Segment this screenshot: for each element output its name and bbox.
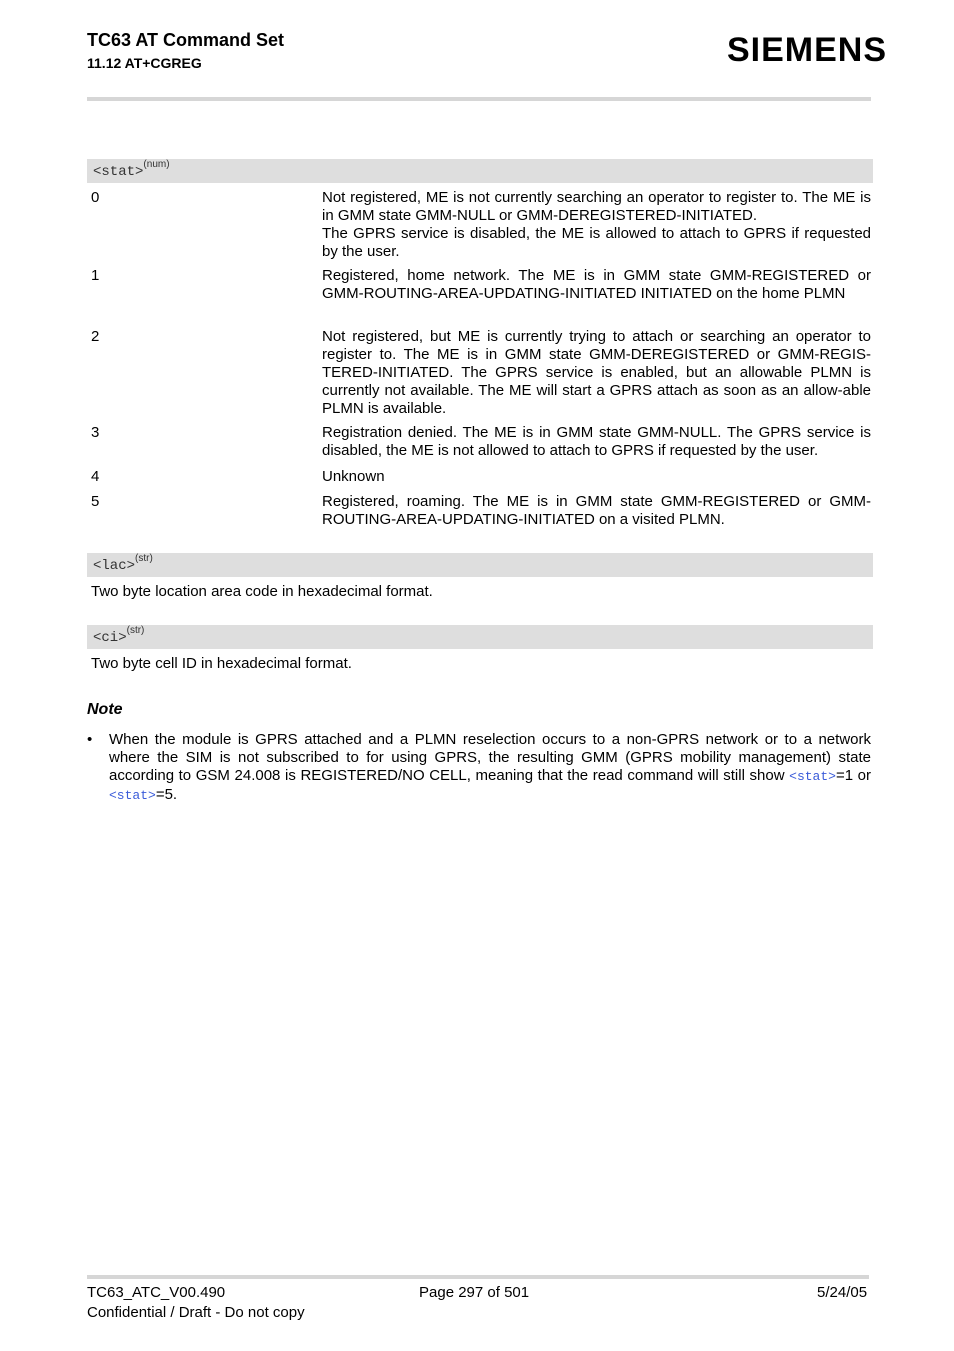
footer-doc-id: TC63_ATC_V00.490 xyxy=(87,1284,226,1301)
stat-link-2[interactable]: <stat> xyxy=(109,788,156,803)
stat-param-header xyxy=(87,159,873,183)
stat-desc-4: Unknown xyxy=(322,468,385,485)
stat-param-type: (num) xyxy=(143,159,170,170)
header-divider xyxy=(87,97,871,101)
stat-desc-2: Not registered, but ME is currently trying to attach or searching an operator to register to. The ME is in GMM state GMM-DEREGISTERED or GMM-REGIS-TERED-INITIATED. The GPRS service is enabled, but an allowable PLMN is currently not available. The ME will start a GPRS attach as soon as an allow-able PLMN is available. xyxy=(322,328,871,417)
ci-param-type: (str) xyxy=(126,625,145,636)
section-title: 11.12 AT+CGREG xyxy=(87,55,202,71)
ci-param-header xyxy=(87,625,873,649)
note-text-after: =5. xyxy=(155,786,178,803)
stat-value-5: 5 xyxy=(91,493,100,510)
note-text-before: When the module is GPRS attached and a PLMN reselection occurs to a non-GPRS network or to a network where the SIM is not subscribed to for using GPRS, the resulting GMM (GPRS mobility management) state according to GSM 24.008 is REGISTERED/NO CELL, meaning that the read command will still show xyxy=(109,731,871,784)
stat-desc-0-line-1: Not registered, ME is not currently searching an operator to register to. The ME is in GMM state GMM-NULL or GMM-DEREGISTERED-INITIATED. xyxy=(322,189,871,224)
lac-param-name: <lac> xyxy=(93,558,136,574)
stat-link-1[interactable]: <stat> xyxy=(789,769,836,784)
stat-value-0: 0 xyxy=(91,189,100,206)
lac-description: Two byte location area code in hexadecimal format. xyxy=(91,583,433,600)
stat-desc-3: Registration denied. The ME is in GMM state GMM-NULL. The GPRS service is disabled, the ME is not allowed to attach to GPRS if requested by the user. xyxy=(322,424,871,459)
note-bullet: • xyxy=(87,731,93,748)
note-text-mid: =1 or xyxy=(835,767,871,784)
ci-param-name: <ci> xyxy=(93,630,127,646)
stat-desc-0-line-2: The GPRS service is disabled, the ME is allowed to attach to GPRS if requested by the user. xyxy=(322,225,871,260)
lac-param-type: (str) xyxy=(135,553,153,564)
stat-value-3: 3 xyxy=(91,424,100,441)
footer-confidential: Confidential / Draft - Do not copy xyxy=(87,1304,305,1321)
note-paragraph xyxy=(109,731,871,805)
brand-logo: SIEMENS xyxy=(727,31,888,69)
stat-param-name: <stat> xyxy=(93,164,144,180)
stat-value-1: 1 xyxy=(91,267,100,284)
document-title: TC63 AT Command Set xyxy=(87,30,285,50)
stat-desc-0 xyxy=(322,189,871,261)
stat-desc-5: Registered, roaming. The ME is in GMM state GMM-REGISTERED or GMM-ROUTING-AREA-UPDATING-INITIATED on a visited PLMN. xyxy=(322,493,871,528)
ci-description: Two byte cell ID in hexadecimal format. xyxy=(91,655,352,672)
lac-param-header xyxy=(87,553,873,577)
stat-value-2: 2 xyxy=(91,328,100,345)
footer-date: 5/24/05 xyxy=(817,1284,868,1301)
stat-desc-1: Registered, home network. The ME is in GMM state GMM-REGISTERED or GMM-ROUTING-AREA-UPDATING-INITIATED INITIATED on the home PLMN xyxy=(322,267,871,302)
footer-page-number: Page 297 of 501 xyxy=(419,1284,530,1301)
footer-divider xyxy=(87,1275,869,1279)
stat-value-4: 4 xyxy=(91,468,100,485)
note-heading: Note xyxy=(87,701,123,718)
